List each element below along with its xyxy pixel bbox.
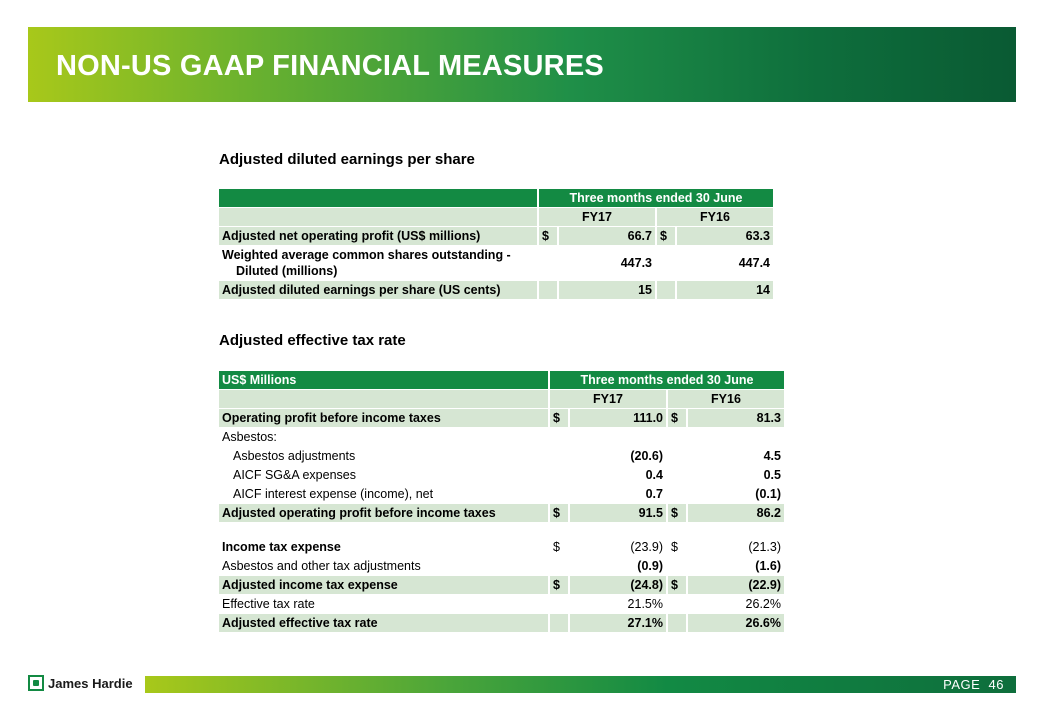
col-fy17: FY17 [550,390,666,408]
table-row: Adjusted operating profit before income taxes $ 91.5 $ 86.2 [219,504,784,522]
eps-section-title: Adjusted diluted earnings per share [219,151,475,168]
table-row: Weighted average common shares outstanding - Diluted (millions) 447.3 447.4 [222,248,770,278]
table-row: Adjusted effective tax rate 27.1% 26.6% [219,614,784,632]
table-row: Operating profit before income taxes $ 111.0 $ 81.3 [219,409,784,427]
table-row: Asbestos: [222,430,277,444]
tax-table [217,370,786,633]
eps-table [217,188,775,300]
table-row: Adjusted diluted earnings per share (US cents) 15 14 [219,281,773,299]
table-header-row [219,371,784,389]
table-header-row [219,189,773,207]
table-row: Asbestos adjustments (20.6) 4.5 [233,449,781,463]
unit-header: US$ Millions [219,371,548,389]
table-header-row [219,208,773,226]
company-logo [28,675,133,691]
col-fy16: FY16 [668,390,784,408]
table-row: Adjusted income tax expense $ (24.8) $ (22.9) [219,576,784,594]
period-header: Three months ended 30 June [539,189,773,207]
page-title: NON-US GAAP FINANCIAL MEASURES [56,50,604,82]
footer-bar [145,676,1016,693]
table-row: AICF SG&A expenses 0.4 0.5 [233,468,781,482]
table-row: Income tax expense $ (23.9) $ (21.3) [222,540,781,554]
logo-text: James Hardie [48,675,133,691]
logo-mark-icon [28,675,44,691]
header-banner [28,27,1016,102]
period-header: Three months ended 30 June [550,371,784,389]
table-row: Adjusted net operating profit (US$ millions) $ 66.7 $ 63.3 [219,227,773,245]
table-row: Effective tax rate 21.5% 26.2% [222,597,781,611]
tax-section-title: Adjusted effective tax rate [219,332,406,349]
col-fy16: FY16 [657,208,773,226]
table-row: Asbestos and other tax adjustments (0.9) (1.6) [222,559,781,573]
col-fy17: FY17 [539,208,655,226]
table-header-row [219,390,784,408]
table-row: AICF interest expense (income), net 0.7 (0.1) [233,487,781,501]
page-number: PAGE 46 [943,677,1004,692]
